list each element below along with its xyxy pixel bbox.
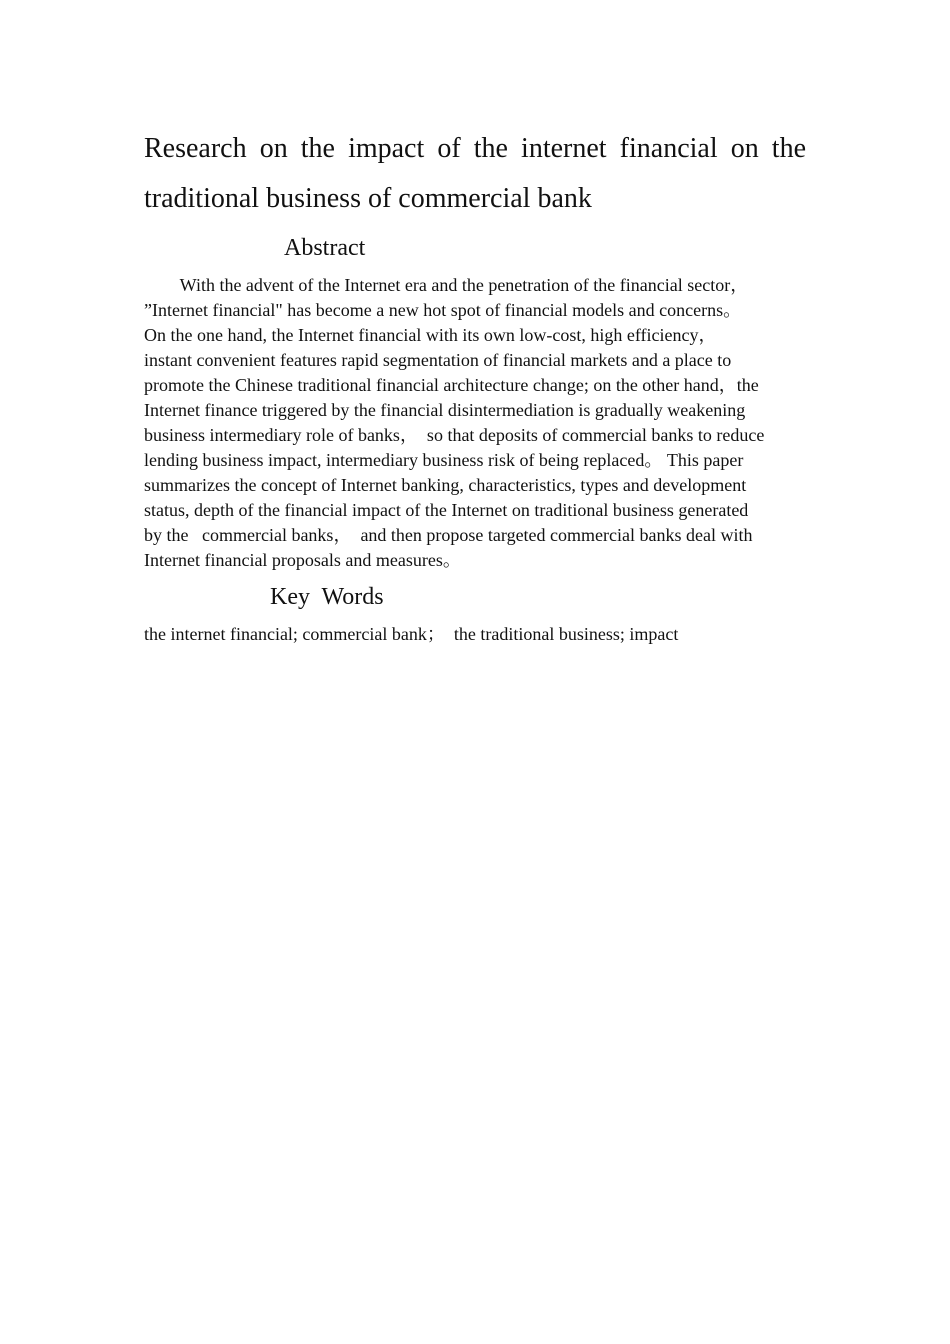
- abstract-line: lending business impact, intermediary business risk of being replaced。 This paper: [144, 450, 744, 470]
- abstract-line: promote the Chinese traditional financial architecture change; on the other hand，the: [144, 375, 759, 395]
- keywords-text: the internet financial; commercial bank； the traditional business; impact: [144, 624, 679, 644]
- paper-title-line-1: Research on the impact of the internet financial on the: [144, 133, 806, 164]
- abstract-body: [144, 273, 806, 573]
- abstract-line: by the commercial banks， and then propose targeted commercial banks deal with: [144, 525, 753, 545]
- abstract-line: instant convenient features rapid segmentation of financial markets and a place to: [144, 350, 732, 370]
- abstract-line: On the one hand, the Internet financial with its own low-cost, high efficiency，: [144, 325, 717, 345]
- keywords-heading: Key Words: [270, 584, 384, 610]
- abstract-line: business intermediary role of banks， so that deposits of commercial banks to reduce: [144, 425, 765, 445]
- abstract-line: summarizes the concept of Internet banking, characteristics, types and development: [144, 475, 747, 495]
- abstract-line: ”Internet financial" has become a new hot spot of financial models and concerns。: [144, 300, 742, 320]
- abstract-heading: Abstract: [284, 235, 366, 261]
- abstract-line: With the advent of the Internet era and the penetration of the financial sector，: [144, 275, 749, 295]
- abstract-line: status, depth of the financial impact of the Internet on traditional business generated: [144, 500, 749, 520]
- paper-title: [144, 124, 806, 224]
- abstract-line: Internet financial proposals and measures。: [144, 550, 461, 570]
- abstract-line: Internet finance triggered by the financial disintermediation is gradually weakening: [144, 400, 746, 420]
- paper-title-line-2: traditional business of commercial bank: [144, 183, 592, 214]
